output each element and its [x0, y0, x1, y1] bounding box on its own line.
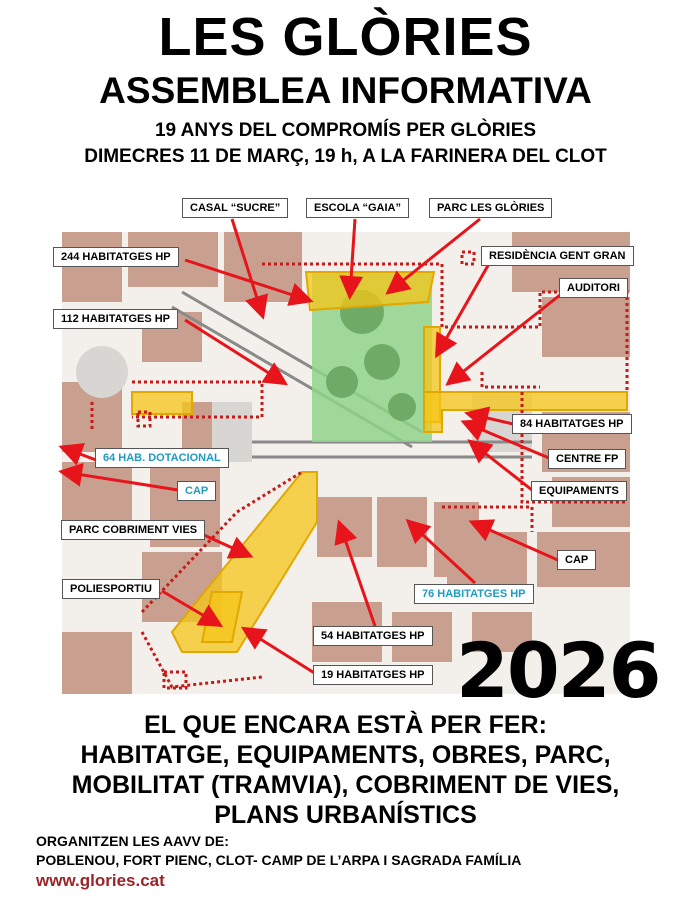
- todo-line-3: PLANS URBANÍSTICS: [214, 801, 477, 829]
- anniversary-line: 19 ANYS DEL COMPROMÍS PER GLÒRIES: [154, 120, 537, 141]
- label-54-habitatges: 54 HABITATGES HP: [313, 626, 433, 646]
- label-equipaments: EQUIPAMENTS: [531, 481, 627, 501]
- label-64-dotacional: 64 HAB. DOTACIONAL: [95, 448, 229, 468]
- poster-subtitle: ASSEMBLEA INFORMATIVA: [99, 70, 592, 111]
- event-date-line: DIMECRES 11 DE MARÇ, 19 h, A LA FARINERA DEL CLOT: [84, 146, 607, 167]
- label-auditori: AUDITORI: [559, 278, 628, 298]
- label-casal-sucre: CASAL “SUCRE”: [182, 198, 288, 218]
- label-poliesportiu: POLIESPORTIU: [62, 579, 160, 599]
- year-label: 2026: [456, 626, 660, 715]
- label-parc-glories: PARC LES GLÒRIES: [429, 198, 552, 218]
- label-centre-fp: CENTRE FP: [548, 449, 626, 469]
- label-76-habitatges: 76 HABITATGES HP: [414, 584, 534, 604]
- label-19-habitatges: 19 HABITATGES HP: [313, 665, 433, 685]
- todo-heading: EL QUE ENCARA ESTÀ PER FER:: [144, 711, 547, 739]
- label-cap-right: CAP: [557, 550, 596, 570]
- label-244-habitatges: 244 HABITATGES HP: [53, 247, 179, 267]
- label-residencia: RESIDÈNCIA GENT GRAN: [481, 246, 634, 266]
- label-escola-gaia: ESCOLA “GAIA”: [306, 198, 409, 218]
- organizers-list: POBLENOU, FORT PIENC, CLOT- CAMP DE L’ARPA I SAGRADA FAMÍLIA: [36, 852, 522, 868]
- poster-title: LES GLÒRIES: [158, 7, 533, 67]
- label-112-habitatges: 112 HABITATGES HP: [53, 309, 178, 329]
- organizers-intro: ORGANITZEN LES AAVV DE:: [36, 833, 229, 849]
- website-link[interactable]: www.glories.cat: [36, 871, 165, 890]
- todo-line-2: MOBILITAT (TRAMVIA), COBRIMENT DE VIES,: [71, 771, 620, 799]
- label-parc-cobriment-vies: PARC COBRIMENT VIES: [61, 520, 205, 540]
- todo-line-1: HABITATGE, EQUIPAMENTS, OBRES, PARC,: [80, 741, 611, 769]
- label-84-habitatges: 84 HABITATGES HP: [512, 414, 632, 434]
- label-cap-left: CAP: [177, 481, 216, 501]
